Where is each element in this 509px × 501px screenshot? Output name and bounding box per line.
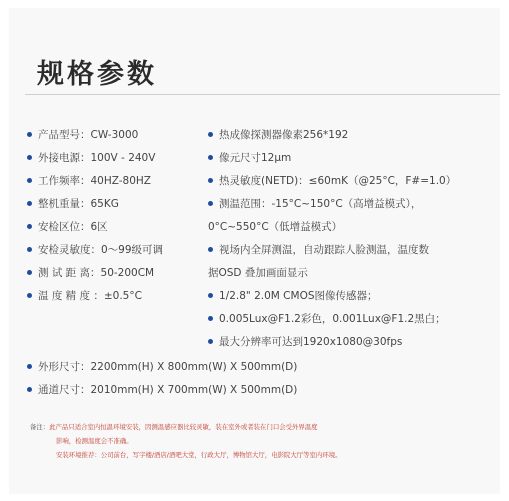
spec-item: 1/2.8" 2.0M CMOS图像传感器； bbox=[208, 288, 500, 311]
spec-item: 外形尺寸：2200mm(H) X 800mm(W) X 500mm(D) bbox=[27, 359, 297, 382]
spec-item: 测 试 距 离：50-200CM bbox=[27, 265, 207, 288]
remark-line: 影响，检测温度会不准确。 bbox=[56, 437, 133, 445]
bullet-icon bbox=[208, 178, 213, 183]
spec-item: 安检区位：6区 bbox=[27, 219, 207, 242]
spec-item: 温 度 精 度 ：±0.5°C bbox=[27, 288, 207, 311]
bullet-icon bbox=[27, 387, 32, 392]
spec-item: 热成像探测器像素256*192 bbox=[208, 127, 500, 150]
bullet-icon bbox=[27, 293, 32, 298]
spec-item: 安检灵敏度：0～99级可调 bbox=[27, 242, 207, 265]
spec-item: 工作频率：40HZ-80HZ bbox=[27, 173, 207, 196]
left-spec-list bbox=[27, 127, 207, 311]
bullet-icon bbox=[208, 316, 213, 321]
spec-item: 测温范围：-15°C~150°C（高增益模式）， bbox=[208, 196, 500, 219]
bullet-icon bbox=[27, 270, 32, 275]
bullet-icon bbox=[27, 155, 32, 160]
remark-note bbox=[30, 420, 470, 462]
spec-item-continuation: 0°C~550°C（低增益模式） bbox=[208, 221, 343, 233]
spec-item: 像元尺寸12μm bbox=[208, 150, 500, 173]
spec-item: 产品型号：CW-3000 bbox=[27, 127, 207, 150]
spec-item: 外接电源：100V - 240V bbox=[27, 150, 207, 173]
bullet-icon bbox=[27, 132, 32, 137]
dimension-spec-list bbox=[27, 359, 297, 405]
bullet-icon bbox=[27, 224, 32, 229]
bullet-icon bbox=[27, 364, 32, 369]
bullet-icon bbox=[208, 293, 213, 298]
bullet-icon bbox=[208, 155, 213, 160]
bullet-icon bbox=[208, 132, 213, 137]
remark-label: 备注： bbox=[30, 423, 50, 431]
spec-item: 整机重量：65KG bbox=[27, 196, 207, 219]
spec-item: 通道尺寸：2010mm(H) X 700mm(W) X 500mm(D) bbox=[27, 382, 297, 405]
page-title: 规格参数 bbox=[37, 59, 157, 90]
right-spec-list bbox=[208, 127, 500, 357]
spec-item-continuation: 据OSD 叠加画面显示 bbox=[208, 267, 308, 279]
spec-item: 热灵敏度(NETD)：≤60mK（@25°C，F#=1.0） bbox=[208, 173, 500, 196]
bullet-icon bbox=[27, 247, 32, 252]
bullet-icon bbox=[27, 178, 32, 183]
title-divider bbox=[25, 94, 500, 95]
spec-item: 最大分辨率可达到1920x1080@30fps bbox=[208, 334, 500, 357]
bullet-icon bbox=[208, 247, 213, 252]
bullet-icon bbox=[27, 201, 32, 206]
bullet-icon bbox=[208, 339, 213, 344]
spec-item: 视场内全屏测温，自动跟踪人脸测温，温度数 bbox=[208, 242, 500, 265]
bullet-icon bbox=[208, 201, 213, 206]
remark-line: 安装环境推荐：公司前台，写字楼/酒店/酒吧大堂，行政大厅，博物馆大厅，电影院大厅等室内环境。 bbox=[56, 451, 342, 459]
remark-line: 备注：此产品只适合室内恒温环境安装，因测温感应器比较灵敏，装在室外或者装在门口会受外界温度 bbox=[30, 423, 318, 431]
spec-item: 0.005Lux@F1.2彩色，0.001Lux@F1.2黑白； bbox=[208, 311, 500, 334]
